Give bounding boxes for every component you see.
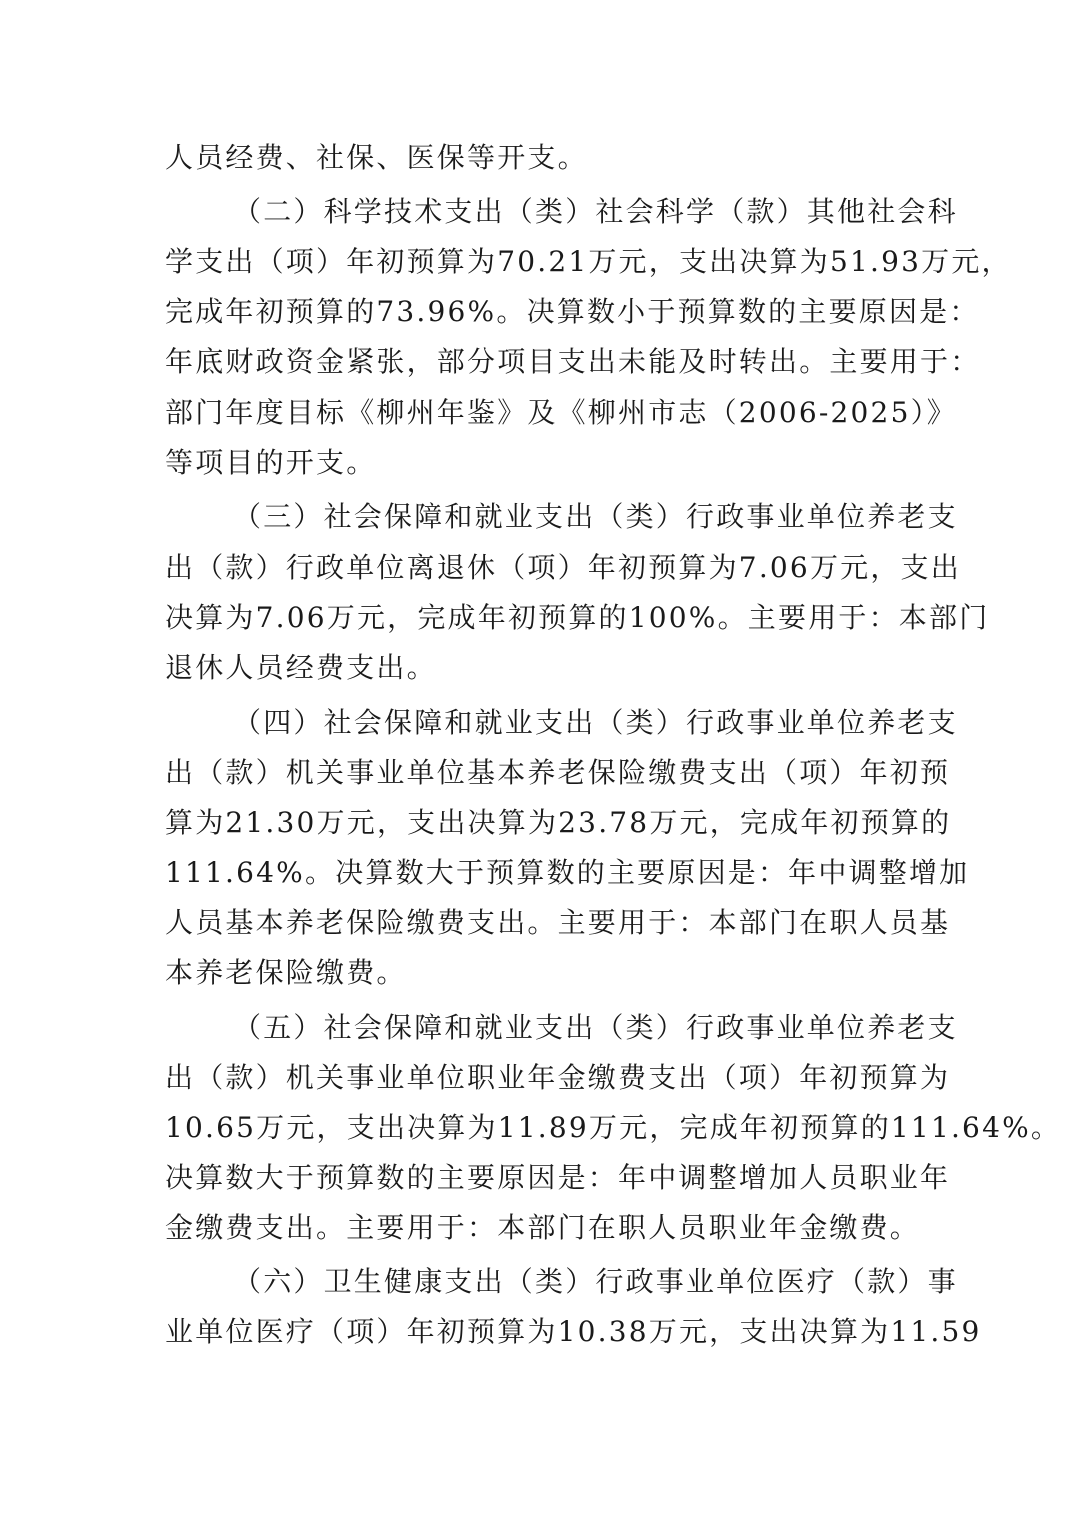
text-line: 年底财政资金紧张，部分项目支出未能及时转出。主要用于： — [165, 345, 981, 378]
text-line: 金缴费支出。主要用于：本部门在职人员职业年金缴费。 — [165, 1211, 921, 1244]
text-line: 111.64%。决算数大于预算数的主要原因是：年中调整增加 — [165, 856, 970, 889]
text-line: 算为21.30万元，支出决算为23.78万元，完成年初预算的 — [165, 806, 952, 839]
text-line: 决算为7.06万元，完成年初预算的100%。主要用于：本部门 — [165, 601, 990, 634]
text-line: 人员经费、社保、医保等开支。 — [165, 141, 588, 174]
paragraph-heading: （四）社会保障和就业支出（类）行政事业单位养老支 — [233, 706, 958, 739]
text-line: 出（款）机关事业单位职业年金缴费支出（项）年初预算为 — [165, 1061, 951, 1094]
text-line: 完成年初预算的73.96%。决算数小于预算数的主要原因是： — [165, 295, 980, 328]
paragraph-heading: （三）社会保障和就业支出（类）行政事业单位养老支 — [233, 500, 958, 533]
text-line: 出（款）机关事业单位基本养老保险缴费支出（项）年初预 — [165, 756, 951, 789]
paragraph-heading: （六）卫生健康支出（类）行政事业单位医疗（款）事 — [233, 1265, 958, 1298]
text-line: 10.65万元，支出决算为11.89万元，完成年初预算的111.64%。 — [165, 1111, 1062, 1144]
text-line: 出（款）行政单位离退休（项）年初预算为7.06万元，支出 — [165, 551, 961, 584]
text-line: 本养老保险缴费。 — [165, 956, 407, 989]
text-line: 学支出（项）年初预算为70.21万元，支出决算为51.93万元， — [165, 245, 1012, 278]
text-line: 决算数大于预算数的主要原因是：年中调整增加人员职业年 — [165, 1161, 951, 1194]
text-line: 人员基本养老保险缴费支出。主要用于：本部门在职人员基 — [165, 906, 951, 939]
paragraph-heading: （二）科学技术支出（类）社会科学（款）其他社会科 — [233, 195, 958, 228]
text-line: 业单位医疗（项）年初预算为10.38万元，支出决算为11.59 — [165, 1315, 982, 1348]
text-line: 退休人员经费支出。 — [165, 651, 437, 684]
text-line: 部门年度目标《柳州年鉴》及《柳州市志（2006-2025）》 — [165, 396, 957, 429]
text-line: 等项目的开支。 — [165, 446, 377, 479]
paragraph-heading: （五）社会保障和就业支出（类）行政事业单位养老支 — [233, 1011, 958, 1044]
